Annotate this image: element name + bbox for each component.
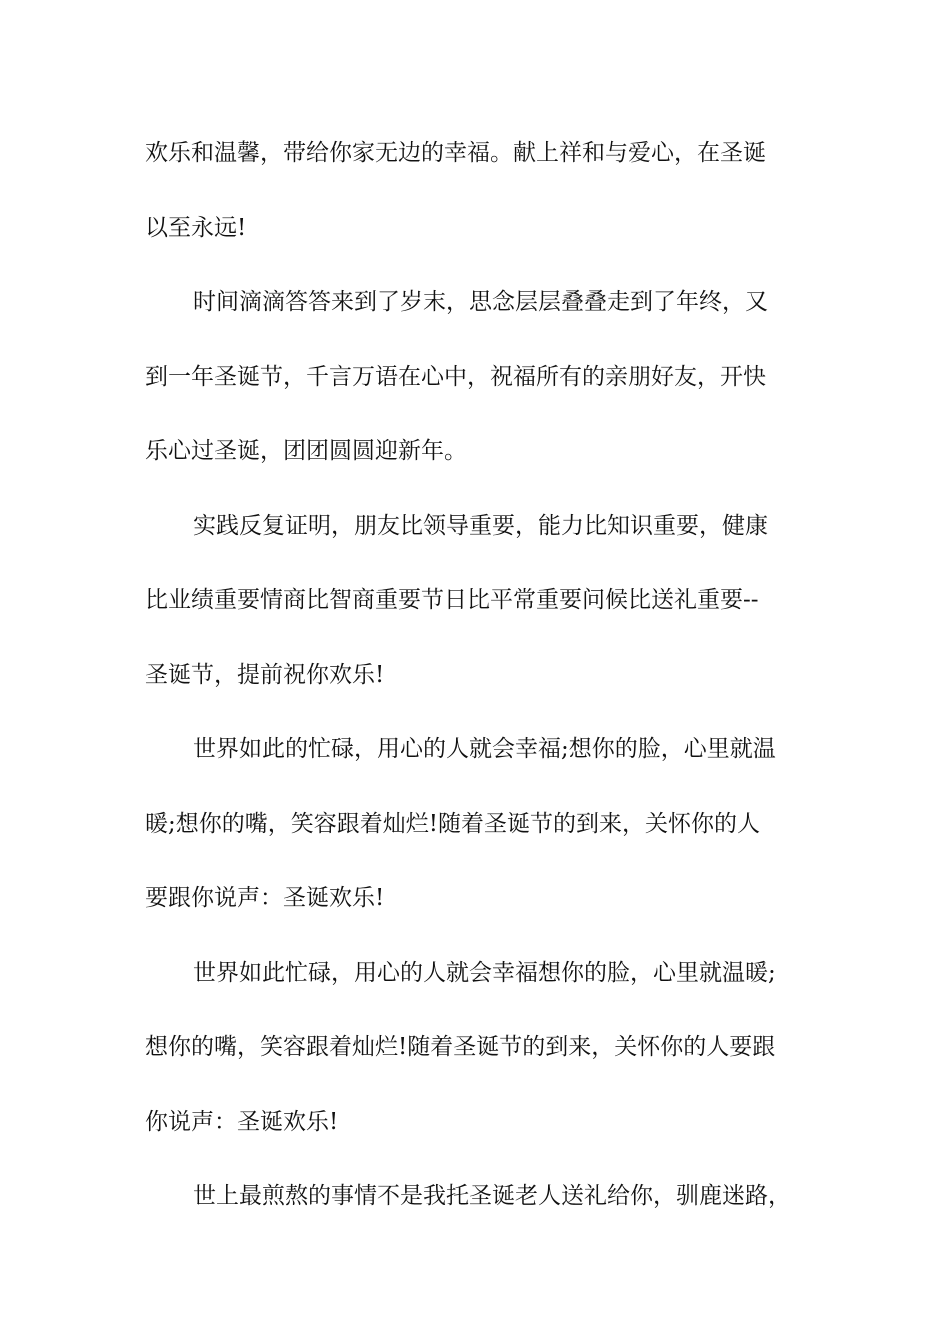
text-line: 乐心过圣诞，团团圆圆迎新年。 [145,438,467,464]
text-line: 你说声：圣诞欢乐! [145,1108,339,1135]
text-line: 以至永远! [145,214,247,241]
text-line: 暖;想你的嘴，笑容跟着灿烂!随着圣诞节的到来，关怀你的人 [145,810,760,837]
paragraph-first-line: 世界如此的忙碌，用心的人就会幸福;想你的脸，心里就温 [193,736,776,762]
paragraph-first-line: 世上最煎熬的事情不是我托圣诞老人送礼给你，驯鹿迷路， [193,1183,791,1209]
text-line: 要跟你说声：圣诞欢乐! [145,885,385,911]
text-line: 想你的嘴，笑容跟着灿烂!随着圣诞节的到来，关怀你的人要跟 [145,1034,776,1060]
text-line: 到一年圣诞节，千言万语在心中，祝福所有的亲朋好友，开快 [145,363,766,390]
paragraph-first-line: 实践反复证明，朋友比领导重要，能力比知识重要，健康 [193,512,768,539]
text-line: 比业绩重要情商比智商重要节日比平常重要问候比送礼重要-- [145,587,759,613]
paragraph-first-line: 世界如此忙碌，用心的人就会幸福想你的脸，心里就温暖; [193,959,776,986]
paragraph-first-line: 时间滴滴答答来到了岁末，思念层层叠叠走到了年终，又 [193,289,768,315]
text-line: 欢乐和温馨，带给你家无边的幸福。献上祥和与爱心，在圣诞 [145,140,766,166]
text-line: 圣诞节，提前祝你欢乐! [145,661,385,688]
document-body [145,116,815,1234]
